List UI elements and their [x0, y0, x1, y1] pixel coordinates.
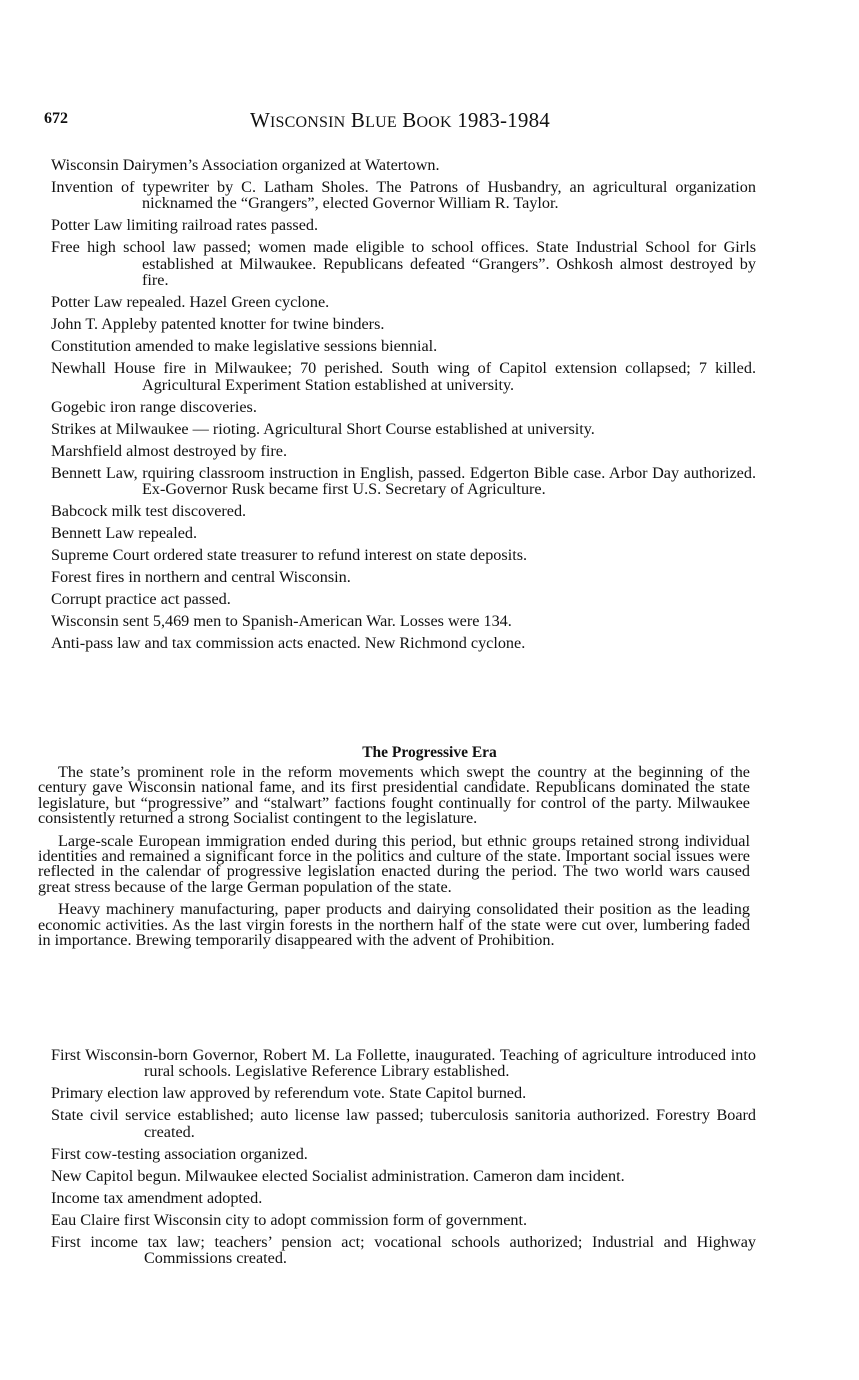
timeline-entry [46, 294, 756, 310]
entry-text: John T. Appleby patented knotter for twine binders. [51, 315, 385, 334]
entry-text: Wisconsin Dairymen’s Association organized at Watertown. [51, 156, 440, 174]
entry-text: Free high school law passed; women made eligible to school offices. State Industrial School for Girls established at Milwaukee. Republicans defeated “Grangers”. Oshkosh almost destroyed by fire. [51, 238, 756, 290]
entry-text: First Wisconsin-born Governor, Robert M. La Follette, inaugurated. Teaching of agriculture introduced into rural schools. Legislative Reference Library established. [51, 1046, 756, 1081]
entry-text: Supreme Court ordered state treasurer to refund interest on state deposits. [51, 546, 528, 565]
entry-text: Strikes at Milwaukee — rioting. Agricultural Short Course established at university. [51, 419, 595, 438]
section-body [38, 765, 750, 955]
entry-text: Eau Claire first Wisconsin city to adopt commission form of government. [51, 1210, 528, 1229]
section-heading: The Progressive Era [362, 744, 497, 761]
entry-text: Invention of typewriter by C. Latham Sholes. The Patrons of Husbandry, an agricultural organization nicknamed the “Grangers”, elected Governor William R. Taylor. [51, 178, 756, 213]
paragraph: Heavy machinery manufacturing, paper products and dairying consolidated their position as the leading economic activities. As the last virgin forests in the northern half of the state were cut over, lumbering faded in importance. Brewing temporarily disappeared with the advent of Prohibition. [38, 900, 750, 950]
timeline-entry [46, 547, 756, 563]
timeline-entry [46, 399, 756, 415]
timeline-progressive-era [46, 1047, 756, 1272]
timeline-entry [46, 1146, 756, 1162]
timeline-entry [46, 591, 756, 607]
timeline-entry [46, 1212, 756, 1228]
entry-text: Income tax amendment adopted. [51, 1188, 263, 1207]
timeline-19th-century [46, 157, 756, 657]
timeline-entry [46, 421, 756, 437]
page-header [44, 108, 814, 138]
timeline-entry [46, 525, 756, 541]
entry-text: Newhall House fire in Milwaukee; 70 perished. South wing of Capitol extension collapsed; 7 killed. Agricultural Experiment Station established at university. [51, 359, 756, 394]
entry-text: Anti-pass law and tax commission acts enacted. New Richmond cyclone. [51, 634, 526, 653]
timeline-entry [46, 569, 756, 585]
timeline-entry [46, 1234, 756, 1267]
timeline-entry [46, 179, 756, 212]
timeline-entry [46, 1168, 756, 1184]
entry-text: First cow-testing association organized. [51, 1144, 308, 1163]
timeline-entry [46, 613, 756, 629]
entry-text: Potter Law limiting railroad rates passed. [51, 216, 319, 235]
entry-text: Constitution amended to make legislative sessions biennial. [51, 337, 438, 356]
timeline-entry [46, 239, 756, 288]
page-number: 672 [44, 110, 68, 127]
entry-text: Primary election law approved by referendum vote. State Capitol burned. [51, 1084, 527, 1103]
timeline-entry [46, 157, 756, 173]
timeline-entry [46, 360, 756, 393]
entry-text: Forest fires in northern and central Wisconsin. [51, 568, 351, 587]
timeline-entry [46, 316, 756, 332]
paragraph: Large-scale European immigration ended during this period, but ethnic groups retained strong individual identities and remained a significant force in the politics and culture of the state. Important social issues were reflected in the calendar of progressive legislation enacted during the period. The two world wars caused great stress because of the large German population of the state. [38, 831, 750, 896]
entry-text: Bennett Law, rquiring classroom instruction in English, passed. Edgerton Bible case. Arbor Day authorized. Ex-Governor Rusk became first U.S. Secretary of Agriculture. [51, 463, 756, 499]
entry-text: Corrupt practice act passed. [51, 590, 231, 609]
timeline-entry [46, 1107, 756, 1140]
running-title: WISCONSIN BLUE BOOK 1983-1984 [250, 108, 550, 132]
entry-text: Marshfield almost destroyed by fire. [51, 441, 288, 460]
entry-text: Bennett Law repealed. [51, 524, 198, 543]
entry-text: Potter Law repealed. Hazel Green cyclone. [51, 293, 330, 312]
entry-text: New Capitol begun. Milwaukee elected Socialist administration. Cameron dam incident. [51, 1166, 625, 1185]
timeline-entry [46, 217, 756, 233]
entry-text: First income tax law; teachers’ pension act; vocational schools authorized; Industrial and Highway Commissions created. [51, 1232, 756, 1268]
timeline-entry [46, 503, 756, 519]
timeline-entry [46, 465, 756, 498]
entry-text: Babcock milk test discovered. [51, 502, 247, 521]
timeline-entry [46, 1085, 756, 1101]
entry-text: Gogebic iron range discoveries. [51, 397, 257, 416]
paragraph: The state’s prominent role in the reform movements which swept the country at the beginning of the century gave Wisconsin national fame, and its first presidential candidate. Republicans dominated the state legislature, but “progressive” and “stalwart” factions fought continually for control of the party. Milwaukee consistently returned a strong Socialist contingent to the legislature. [38, 763, 750, 828]
timeline-entry [46, 443, 756, 459]
timeline-entry [46, 1047, 756, 1080]
timeline-entry [46, 635, 756, 651]
entry-text: Wisconsin sent 5,469 men to Spanish-American War. Losses were 134. [51, 612, 512, 631]
timeline-entry [46, 338, 756, 354]
entry-text: State civil service established; auto license law passed; tuberculosis sanitoria authorized. Forestry Board created. [51, 1106, 756, 1141]
timeline-entry [46, 1190, 756, 1206]
